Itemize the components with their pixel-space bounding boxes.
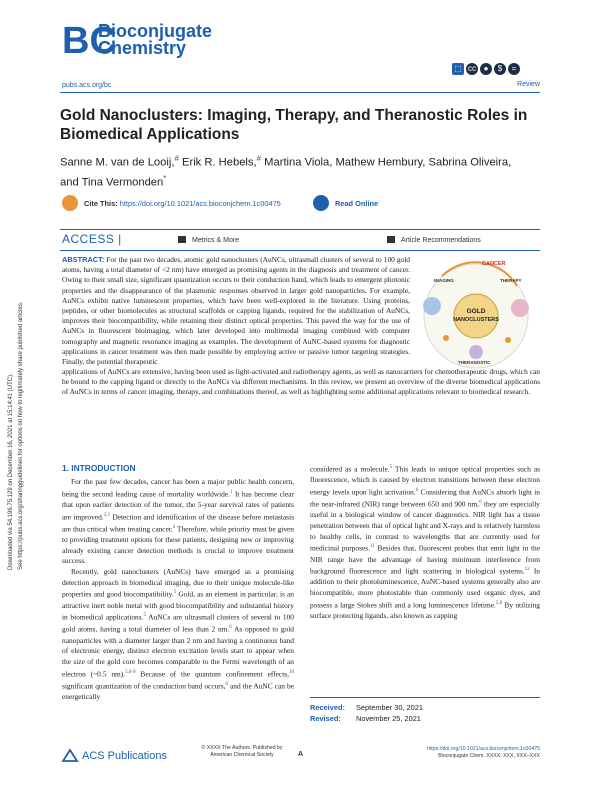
toc-gold: GOLD [466, 308, 486, 315]
article-title: Gold Nanoclusters: Imaging, Therapy, and Theranostic Roles in Biomedical Applications [60, 107, 528, 143]
read-online-link[interactable]: Read Online [335, 199, 379, 208]
cite-icon [62, 195, 78, 211]
toc-graphic [412, 256, 540, 374]
author-1-mark: # [174, 154, 179, 163]
cite-this [84, 199, 281, 208]
download-note-line2[interactable]: See https://pubs.acs.org/sharingguidelines for options on how to legitimately share published articles. [18, 301, 24, 570]
author-3[interactable]: Martina Viola, Mathew Hembury, Sabrina Oliveira, [264, 156, 512, 169]
intro-paragraph-2-cont: considered as a molecule.$^5$ This leads to unique optical properties such as fluorescence, which is caused by electron transitions between these electron energy levels upon light activation.$^6$ Considering that AuNCs absorb light in the near-infrared (NIR) range between 650 and 900 nm,$^6$ they are especially useful in a biological window of cancer diagnostics. NIR light has a tissue penetration between that of optical light and X-rays and is relatively harmless to healthy cells, in contrast to wavelengths that are currently used for medicinal purposes.$^{11}$ Besides that, fluorescent probes that emit light in the NIR range have the advantage of having minimum interference from background fluorescence and light scattering in biological systems.$^{12}$ In addition to their photoluminescence, AuNC-based systems generally also are biocompatible, more photostable than commonly used organic dyes, and possess a large Stokes shift and a long luminescence lifetime.$^{5,8}$ By utilizing surface protecting ligands, also known as capping [310, 464, 540, 620]
toc-therapy: THERAPY [500, 278, 522, 283]
recommendations-label: Article Recommendations [401, 237, 481, 244]
copyright [182, 745, 302, 759]
intro-paragraph-2: Recently, gold nanoclusters (AuNCs) have emerged as a promising detection approach in biomedical imaging, due to their unique molecule-like properties and good biocompatibility.$^5$ Gold, as an element in particular, is an attractive inert noble metal with good biocompatibility and substantial history in biomedical applications.$^5$ AuNCs are ultrasmall clusters of several to 100 gold atoms, having a total diameter of less than 2 nm.$^6$ As opposed to gold nanoparticles with a diameter larger than 2 nm and having a continuous band of electronic energy, distinct electron excitation levels start to appear when the size of the gold core becomes comparable to the Fermi wavelength of an electron (~0.5 nm).$^{5,6-9}$ Because of the quantum confinement effects,$^{10}$ significant quantization of the conduction band occurs,$^6$ and the AuNC can be energetically [62, 567, 294, 702]
cite-label: Cite This: [84, 199, 118, 208]
abstract-label: ABSTRACT: [62, 255, 105, 264]
footer-citation [427, 746, 540, 760]
logo-letters: BC [62, 20, 117, 62]
author-list [60, 151, 530, 190]
article-type: Review [517, 81, 540, 88]
journal-name-line1: Bioconjugate [98, 21, 213, 41]
metrics-link[interactable] [178, 236, 239, 244]
recommendations-link[interactable] [387, 236, 481, 244]
header-divider [60, 92, 540, 93]
received-date: September 30, 2021 [356, 703, 423, 712]
abstract-part-1 [62, 255, 410, 367]
revised-label: Revised: [310, 714, 341, 723]
download-note [6, 240, 36, 570]
dates-divider [310, 697, 540, 698]
publisher-name[interactable]: ACS Publications [82, 750, 167, 762]
copyright-line2: American Chemical Society [210, 752, 274, 758]
author-2-mark: # [256, 154, 262, 163]
author-1[interactable]: Sanne M. van de Looij, [60, 156, 175, 169]
author-4[interactable]: and Tina Vermonden [60, 176, 164, 189]
journal-name-line2: Chemistry [98, 38, 187, 58]
read-online-icon[interactable] [313, 195, 329, 211]
license-icons [450, 58, 520, 76]
cite-doi-link[interactable]: https://doi.org/10.1021/acs.bioconjchem.1c00475 [119, 199, 281, 208]
access-label: ACCESS | [62, 232, 122, 246]
document-icon [387, 236, 395, 243]
download-note-line1: Downloaded via 54.196.75.129 on December 16, 2021 at 15:14:41 (UTC). [8, 373, 14, 570]
nd-icon[interactable]: = [508, 63, 520, 75]
footer-doi-link[interactable]: https://doi.org/10.1021/acs.bioconjchem.1c00475 [426, 746, 540, 752]
toc-nanoclusters: NANOCLUSTERS [453, 317, 499, 323]
toc-theranostic: THERANOSTIC [458, 360, 491, 365]
footer-citation-line: Bioconjugate Chem. XXXX, XXX, XXX–XXX [438, 753, 540, 759]
toc-cancer: CANCER [482, 261, 506, 267]
acs-icon[interactable]: ⬚ [452, 63, 464, 75]
nc-icon[interactable]: $ [494, 63, 506, 75]
received-label: Received: [310, 703, 345, 712]
toc-imaging: IMAGING [434, 278, 454, 283]
person-icon[interactable]: ● [480, 63, 492, 75]
revised-date: November 25, 2021 [356, 714, 421, 723]
article-dates [310, 702, 423, 724]
acs-publications-icon [62, 749, 78, 763]
section-heading-introduction: 1. INTRODUCTION [62, 463, 136, 473]
author-2[interactable]: Erik R. Hebels, [182, 156, 257, 169]
abstract-text-a: For the past two decades, atomic gold nanoclusters (AuNCs, ultrasmall clusters of several to 100 gold atoms, having a total diameter of <2 nm) have emerged as promising agents in the diagnosis and treatment of cancer. Owing to their small size, significant quantization occurs to their conduction band, which leads to emergent photonic properties and the disappearance of the plasmonic responses observed in larger gold nanoparticles. For example, AuNCs exhibit native luminescent properties, which have been well-explored in the literature. Using proteins, peptides, or other biomolecules as structural scaffolds or capping ligands, required for the stabilization of AuNCs, improves their biocompatibility, while retaining their distinct optical properties. This paved the way for the use of AuNCs in fluorescent bioimaging, which later developed into multimodal imaging combined with computer tomography and magnetic resonance imaging as examples. The development of AuNC-based systems for diagnostic applications in cancer treatment was then made possible by employing active or passive tumor targeting strategies. Finally, the potential therapeutic [62, 255, 410, 367]
author-4-mark: * [163, 173, 167, 183]
abstract-part-2: applications of AuNCs are extensive, having been used as light-activated and radiotherapy agents, as well as nanocarriers for chemotherapeutic drugs, which can be bound to the capping ligand or directly to the AuNCs via different mechanisms. In this review, we present an overview of the diverse biomedical applications of AuNCs in terms of cancer imaging, therapy, and combinations thereof, as well as highlighting some additional applications relevant to biomedical research. [62, 367, 540, 397]
intro-paragraph-1: For the past few decades, cancer has been a major public health concern, being the second leading cause of mortality worldwide.$^1$ It has become clear that upon earlier detection of the tumor, the 5-year survival rates of patients are improved.$^{2,3}$ Detection and identification of the disease before metastasis are thus critical when treating cancer.$^4$ Therefore, while priority must be given to providing treatment options for these patients, designing new or improving already existing cancer detection methods is crucial to improve treatment success. [62, 477, 295, 566]
copyright-line1: © XXXX The Authors. Published by [201, 745, 283, 751]
metrics-label: Metrics & More [192, 237, 240, 244]
body-column-1 [62, 477, 294, 703]
bar-chart-icon [178, 236, 186, 243]
body-column-2 [310, 463, 540, 622]
journal-url[interactable]: pubs.acs.org/bc [62, 82, 112, 89]
page-number: A [298, 751, 304, 758]
journal-name[interactable] [98, 23, 212, 57]
creative-commons-icon[interactable]: cc [468, 64, 476, 73]
